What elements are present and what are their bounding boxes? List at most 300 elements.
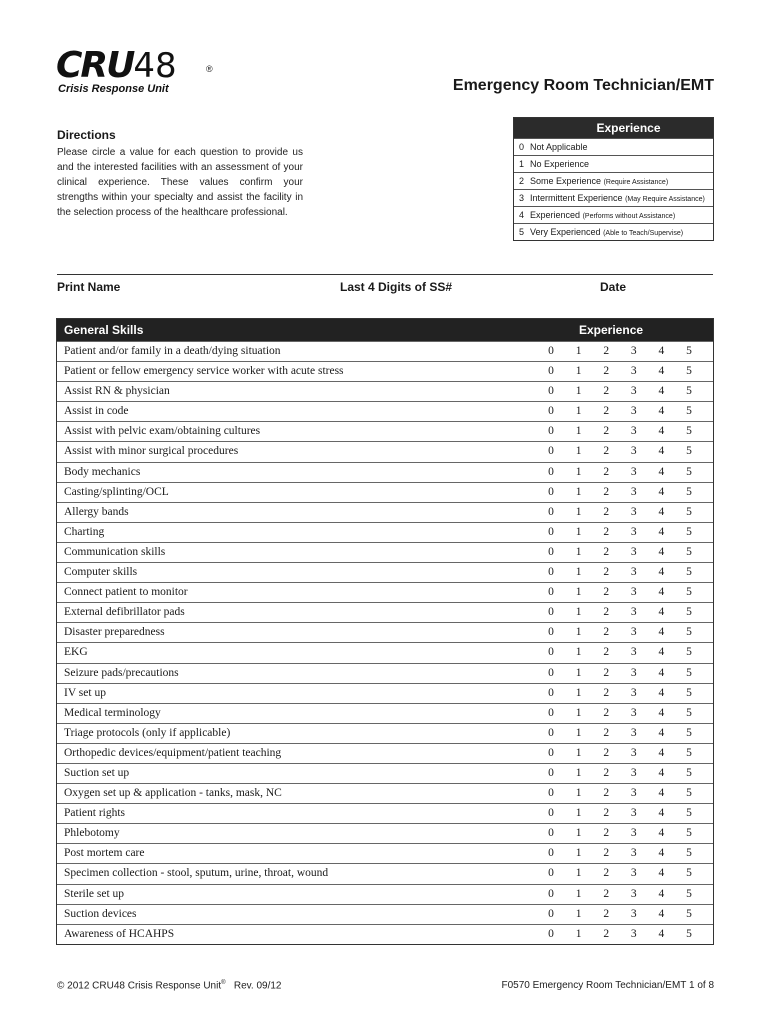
rating-options (545, 867, 695, 879)
document-title: Emergency Room Technician/EMT (452, 77, 714, 94)
rating-option[interactable]: 5 (686, 405, 692, 418)
legend-item-note: (Performs without Assistance) (582, 213, 676, 220)
rating-options (545, 888, 695, 900)
rating-option[interactable]: 5 (686, 907, 692, 920)
legend-item-number: 0 (519, 142, 525, 152)
rating-option[interactable]: 1 (575, 345, 582, 357)
rating-option[interactable]: 0 (548, 686, 554, 699)
rating-option[interactable]: 3 (630, 807, 637, 820)
rating-option[interactable]: 0 (548, 365, 554, 378)
rating-option[interactable]: 4 (658, 566, 665, 579)
rating-option[interactable]: 2 (603, 807, 610, 820)
legend-item-label: Not Applicable (530, 142, 588, 152)
rating-option[interactable]: 0 (548, 405, 554, 418)
rating-option[interactable]: 3 (630, 586, 637, 599)
rating-option[interactable]: 1 (575, 666, 582, 679)
rating-option[interactable]: 3 (630, 606, 637, 619)
legend-item-label: Very Experienced (530, 227, 601, 237)
skill-label: Patient and/or family in a death/dying situation (64, 345, 281, 357)
rating-option[interactable]: 4 (658, 465, 665, 478)
rating-option[interactable]: 5 (686, 847, 692, 860)
legend-item-number: 3 (519, 193, 525, 203)
rating-option[interactable]: 5 (686, 586, 692, 599)
legend-item-note: (May Require Assistance) (625, 196, 705, 203)
legend-item (514, 155, 713, 172)
skill-row (57, 522, 713, 542)
skills-heading: General Skills (64, 323, 144, 337)
rating-option[interactable]: 4 (658, 706, 665, 719)
skill-row (57, 381, 713, 401)
rating-option[interactable]: 2 (603, 927, 610, 940)
rating-option[interactable]: 4 (658, 545, 665, 558)
rating-options (545, 707, 695, 719)
rating-option[interactable]: 1 (575, 847, 582, 860)
rating-option[interactable]: 1 (575, 706, 582, 719)
rating-option[interactable]: 5 (686, 726, 692, 739)
rating-option[interactable]: 1 (575, 766, 582, 779)
skill-row (57, 663, 713, 683)
rating-option[interactable]: 4 (658, 766, 665, 779)
skill-label: Awareness of HCAHPS (64, 927, 175, 940)
rating-options (545, 385, 695, 397)
rating-option[interactable]: 5 (686, 525, 692, 538)
skill-row (57, 683, 713, 703)
rating-options (545, 546, 695, 558)
rating-option[interactable]: 5 (686, 465, 692, 478)
rating-option[interactable]: 1 (575, 626, 582, 639)
rating-options (545, 626, 695, 638)
skill-label: Seizure pads/precautions (64, 666, 179, 679)
rating-options (545, 506, 695, 518)
rating-option[interactable]: 0 (548, 907, 554, 920)
rating-option[interactable]: 2 (603, 485, 610, 498)
rating-option[interactable]: 3 (630, 465, 637, 478)
rating-option[interactable]: 5 (686, 545, 692, 558)
rating-option[interactable]: 4 (658, 887, 665, 900)
skill-row (57, 401, 713, 421)
rating-option[interactable]: 3 (630, 405, 637, 418)
rating-option[interactable]: 0 (548, 566, 554, 579)
rating-option[interactable]: 1 (575, 586, 582, 599)
rating-option[interactable]: 3 (630, 847, 637, 860)
skill-row (57, 843, 713, 863)
rating-option[interactable]: 1 (575, 887, 582, 900)
footer-copyright (57, 980, 282, 991)
rating-option[interactable]: 5 (686, 686, 692, 699)
rating-option[interactable]: 3 (630, 525, 637, 538)
rating-option[interactable]: 5 (686, 345, 692, 357)
skill-row (57, 743, 713, 763)
rating-option[interactable]: 5 (686, 505, 692, 518)
legend-item-label: No Experience (530, 159, 590, 169)
rating-options (545, 586, 695, 598)
skill-row (57, 562, 713, 582)
rating-options (545, 687, 695, 699)
rating-option[interactable]: 5 (686, 666, 692, 679)
rating-option[interactable]: 1 (575, 445, 582, 458)
rating-option[interactable]: 1 (575, 686, 582, 699)
rating-option[interactable]: 5 (686, 706, 692, 719)
rating-options (545, 787, 695, 799)
rating-option[interactable]: 2 (603, 847, 610, 860)
skill-label: Oxygen set up & application - tanks, mask, NC (64, 787, 282, 800)
legend-item-label: Experienced (530, 210, 581, 220)
experience-legend (513, 117, 714, 241)
directions-text: Please circle a value for each question to provide us and the interested facilities with an assessment of your clinical experience. These values confirm your strengths within your specialty and assist the facility in the selection process of the healthcare professional. (57, 147, 303, 218)
skill-row (57, 642, 713, 662)
skill-row (57, 341, 713, 361)
rating-option[interactable]: 4 (658, 726, 665, 739)
rating-option[interactable]: 3 (630, 365, 637, 378)
rating-option[interactable]: 2 (603, 505, 610, 518)
rating-option[interactable]: 2 (603, 666, 610, 679)
rating-option[interactable]: 0 (548, 887, 554, 900)
rating-option[interactable]: 1 (575, 545, 582, 558)
rating-option[interactable]: 0 (548, 425, 554, 438)
legend-item (514, 206, 713, 223)
skills-table-header (57, 319, 713, 341)
rating-option[interactable]: 2 (603, 525, 610, 538)
copyright-text: © 2012 CRU48 Crisis Response Unit (57, 980, 222, 992)
rating-option[interactable]: 1 (575, 365, 582, 378)
signature-line[interactable] (57, 274, 713, 275)
rating-options (545, 807, 695, 819)
rating-options (545, 767, 695, 779)
rating-option[interactable]: 1 (575, 907, 582, 920)
rating-option[interactable]: 5 (686, 827, 692, 840)
rating-option[interactable]: 1 (575, 525, 582, 538)
rating-option[interactable]: 2 (603, 787, 610, 800)
rating-option[interactable]: 1 (575, 405, 582, 418)
legend-item-label: Intermittent Experience (530, 193, 623, 203)
logo-subtitle: Crisis Response Unit (58, 83, 169, 95)
skill-label: Assist with minor surgical procedures (64, 445, 239, 458)
print-name-label: Print Name (57, 280, 121, 294)
rating-option[interactable]: 4 (658, 646, 665, 659)
rating-option[interactable]: 5 (686, 606, 692, 619)
skill-label: Disaster preparedness (64, 626, 165, 639)
legend-item-number: 5 (519, 227, 525, 237)
rating-option[interactable]: 0 (548, 867, 554, 880)
rating-option[interactable]: 2 (603, 746, 610, 759)
general-skills-table (56, 318, 714, 945)
rating-option[interactable]: 0 (548, 345, 554, 357)
rating-option[interactable]: 1 (575, 485, 582, 498)
rating-option[interactable]: 1 (575, 867, 582, 880)
rating-option[interactable]: 3 (630, 445, 637, 458)
rating-option[interactable]: 2 (603, 405, 610, 418)
skill-row (57, 421, 713, 441)
rating-option[interactable]: 4 (658, 365, 665, 378)
rating-option[interactable]: 4 (658, 847, 665, 860)
rating-option[interactable]: 1 (575, 385, 582, 398)
legend-item-label: Some Experience (530, 176, 602, 186)
company-logo (56, 45, 216, 98)
rating-option[interactable]: 5 (686, 787, 692, 800)
rating-option[interactable]: 2 (603, 606, 610, 619)
rating-option[interactable]: 0 (548, 827, 554, 840)
skill-label: Suction devices (64, 907, 137, 920)
rating-option[interactable]: 2 (603, 887, 610, 900)
rating-option[interactable]: 4 (658, 867, 665, 880)
rating-option[interactable]: 0 (548, 807, 554, 820)
rating-option[interactable]: 5 (686, 626, 692, 639)
rating-option[interactable]: 3 (630, 505, 637, 518)
rating-options (545, 526, 695, 538)
rating-option[interactable]: 0 (548, 726, 554, 739)
skill-row (57, 361, 713, 381)
rating-option[interactable]: 1 (575, 425, 582, 438)
rating-option[interactable]: 2 (603, 907, 610, 920)
rating-option[interactable]: 0 (548, 847, 554, 860)
legend-item (514, 189, 713, 206)
logo-mark (56, 45, 177, 86)
rating-option[interactable]: 3 (630, 345, 637, 357)
date-label: Date (600, 280, 627, 294)
rating-option[interactable]: 0 (548, 766, 554, 779)
skill-label: Casting/splinting/OCL (64, 485, 169, 498)
rating-option[interactable]: 2 (603, 706, 610, 719)
rating-options (545, 425, 695, 437)
rating-option[interactable]: 4 (658, 686, 665, 699)
rating-option[interactable]: 5 (686, 646, 692, 659)
rating-option[interactable]: 3 (630, 425, 637, 438)
skill-row (57, 502, 713, 522)
rating-option[interactable]: 1 (575, 807, 582, 820)
rating-option[interactable]: 3 (630, 726, 637, 739)
rating-option[interactable]: 2 (603, 726, 610, 739)
rating-option[interactable]: 4 (658, 606, 665, 619)
rating-option[interactable]: 3 (630, 887, 637, 900)
rating-option[interactable]: 1 (575, 927, 582, 940)
skill-row (57, 783, 713, 803)
rating-option[interactable]: 3 (630, 485, 637, 498)
rating-option[interactable]: 4 (658, 445, 665, 458)
skill-label: Connect patient to monitor (64, 586, 188, 599)
rating-option[interactable]: 2 (603, 867, 610, 880)
skill-label: IV set up (64, 686, 106, 699)
skill-label: Medical terminology (64, 706, 161, 719)
skill-row (57, 441, 713, 461)
rating-option[interactable]: 5 (686, 445, 692, 458)
rating-options (545, 405, 695, 417)
rating-option[interactable]: 0 (548, 485, 554, 498)
rating-option[interactable]: 5 (686, 807, 692, 820)
rating-option[interactable]: 4 (658, 827, 665, 840)
rating-option[interactable]: 5 (686, 746, 692, 759)
rating-option[interactable]: 0 (548, 927, 554, 940)
rating-option[interactable]: 4 (658, 525, 665, 538)
rating-option[interactable]: 5 (686, 485, 692, 498)
rating-options (545, 445, 695, 457)
skill-label: Allergy bands (64, 505, 129, 518)
skill-label: Specimen collection - stool, sputum, urine, throat, wound (64, 867, 329, 880)
rating-option[interactable]: 4 (658, 807, 665, 820)
skill-label: External defibrillator pads (64, 606, 185, 619)
rating-option[interactable]: 4 (658, 787, 665, 800)
skill-row (57, 763, 713, 783)
revision-text: Rev. 09/12 (233, 980, 282, 992)
rating-option[interactable]: 4 (658, 505, 665, 518)
skill-row (57, 622, 713, 642)
rating-option[interactable]: 0 (548, 746, 554, 759)
skill-label: Suction set up (64, 766, 130, 779)
rating-option[interactable]: 5 (686, 867, 692, 880)
legend-item (514, 172, 713, 189)
rating-option[interactable]: 3 (630, 385, 637, 398)
rating-option[interactable]: 2 (603, 385, 610, 398)
rating-option[interactable]: 3 (630, 927, 637, 940)
skill-row (57, 462, 713, 482)
rating-option[interactable]: 3 (630, 867, 637, 880)
rating-option[interactable]: 2 (603, 545, 610, 558)
skill-row (57, 482, 713, 502)
rating-option[interactable]: 3 (630, 746, 637, 759)
rating-options (545, 908, 695, 920)
footer-registered-mark: ® (221, 980, 226, 986)
rating-option[interactable]: 5 (686, 385, 692, 398)
rating-option[interactable]: 4 (658, 626, 665, 639)
legend-item (514, 138, 713, 155)
rating-option[interactable]: 5 (686, 887, 692, 900)
rating-option[interactable]: 4 (658, 405, 665, 418)
skill-label: Body mechanics (64, 465, 141, 478)
logo-number: 48 (133, 46, 177, 86)
skill-row (57, 542, 713, 562)
skill-row (57, 582, 713, 602)
rating-option[interactable]: 2 (603, 445, 610, 458)
rating-option[interactable]: 3 (630, 626, 637, 639)
rating-option[interactable]: 0 (548, 626, 554, 639)
skill-label: Patient rights (64, 807, 126, 820)
rating-option[interactable]: 4 (658, 425, 665, 438)
rating-option[interactable]: 4 (658, 345, 665, 357)
rating-option[interactable]: 3 (630, 545, 637, 558)
rating-option[interactable]: 0 (548, 646, 554, 659)
skill-label: Charting (64, 525, 105, 538)
skill-label: Assist RN & physician (64, 385, 170, 398)
rating-option[interactable]: 1 (575, 505, 582, 518)
rating-option[interactable]: 3 (630, 566, 637, 579)
rating-option[interactable]: 4 (658, 666, 665, 679)
rating-option[interactable]: 0 (548, 586, 554, 599)
skill-row (57, 723, 713, 743)
skill-label: Computer skills (64, 566, 138, 579)
skill-label: Triage protocols (only if applicable) (64, 726, 231, 739)
rating-option[interactable]: 3 (630, 706, 637, 719)
skill-label: Post mortem care (64, 847, 145, 860)
rating-option[interactable]: 3 (630, 907, 637, 920)
rating-option[interactable]: 2 (603, 766, 610, 779)
rating-option[interactable]: 1 (575, 646, 582, 659)
rating-option[interactable]: 3 (630, 646, 637, 659)
rating-option[interactable]: 0 (548, 505, 554, 518)
skill-row (57, 602, 713, 622)
rating-option[interactable]: 2 (603, 365, 610, 378)
rating-options (545, 606, 695, 618)
rating-option[interactable]: 2 (603, 646, 610, 659)
rating-option[interactable]: 2 (603, 686, 610, 699)
rating-option[interactable]: 1 (575, 726, 582, 739)
rating-options (545, 646, 695, 658)
rating-option[interactable]: 5 (686, 927, 692, 940)
rating-option[interactable]: 3 (630, 827, 637, 840)
rating-option[interactable]: 1 (575, 566, 582, 579)
rating-option[interactable]: 0 (548, 606, 554, 619)
rating-option[interactable]: 2 (603, 345, 610, 357)
rating-option[interactable]: 4 (658, 385, 665, 398)
rating-options (545, 566, 695, 578)
rating-option[interactable]: 1 (575, 787, 582, 800)
rating-option[interactable]: 1 (575, 465, 582, 478)
ssn-label: Last 4 Digits of SS# (340, 280, 453, 294)
rating-option[interactable]: 0 (548, 385, 554, 398)
rating-option[interactable]: 2 (603, 566, 610, 579)
rating-option[interactable]: 5 (686, 425, 692, 438)
rating-options (545, 928, 695, 940)
rating-option[interactable]: 4 (658, 586, 665, 599)
rating-option[interactable]: 4 (658, 907, 665, 920)
rating-option[interactable]: 2 (603, 586, 610, 599)
directions-heading: Directions (57, 128, 116, 142)
skill-label: Communication skills (64, 545, 166, 558)
rating-option[interactable]: 0 (548, 666, 554, 679)
rating-option[interactable]: 0 (548, 706, 554, 719)
rating-option[interactable]: 2 (603, 465, 610, 478)
rating-option[interactable]: 1 (575, 827, 582, 840)
legend-item-number: 2 (519, 176, 525, 186)
rating-options (545, 345, 695, 357)
legend-heading: Experience (514, 118, 713, 138)
skill-row (57, 803, 713, 823)
logo-letters: CRU (56, 45, 134, 86)
rating-options (545, 747, 695, 759)
skill-label: EKG (64, 646, 88, 659)
logo-registered-mark: ® (206, 64, 213, 74)
rating-option[interactable]: 5 (686, 766, 692, 779)
skill-row (57, 863, 713, 883)
rating-option[interactable]: 5 (686, 566, 692, 579)
skill-label: Assist in code (64, 405, 129, 418)
skill-row (57, 703, 713, 723)
rating-option[interactable]: 0 (548, 465, 554, 478)
rating-option[interactable]: 2 (603, 425, 610, 438)
rating-option[interactable]: 3 (630, 666, 637, 679)
rating-option[interactable]: 2 (603, 827, 610, 840)
rating-option[interactable]: 0 (548, 445, 554, 458)
rating-option[interactable]: 1 (575, 606, 582, 619)
rating-options (545, 486, 695, 498)
legend-item (514, 223, 713, 240)
skill-row (57, 924, 713, 944)
rating-option[interactable]: 2 (603, 626, 610, 639)
rating-options (545, 466, 695, 478)
rating-option[interactable]: 4 (658, 927, 665, 940)
rating-option[interactable]: 1 (575, 746, 582, 759)
rating-option[interactable]: 0 (548, 787, 554, 800)
rating-option[interactable]: 5 (686, 365, 692, 378)
rating-option[interactable]: 3 (630, 787, 637, 800)
rating-heading: Experience (579, 323, 644, 337)
rating-options (545, 365, 695, 377)
rating-option[interactable]: 3 (630, 766, 637, 779)
legend-item-note: (Able to Teach/Supervise) (603, 230, 684, 237)
rating-option[interactable]: 3 (630, 686, 637, 699)
rating-option[interactable]: 4 (658, 746, 665, 759)
rating-option[interactable]: 0 (548, 545, 554, 558)
rating-option[interactable]: 0 (548, 525, 554, 538)
rating-option[interactable]: 4 (658, 485, 665, 498)
